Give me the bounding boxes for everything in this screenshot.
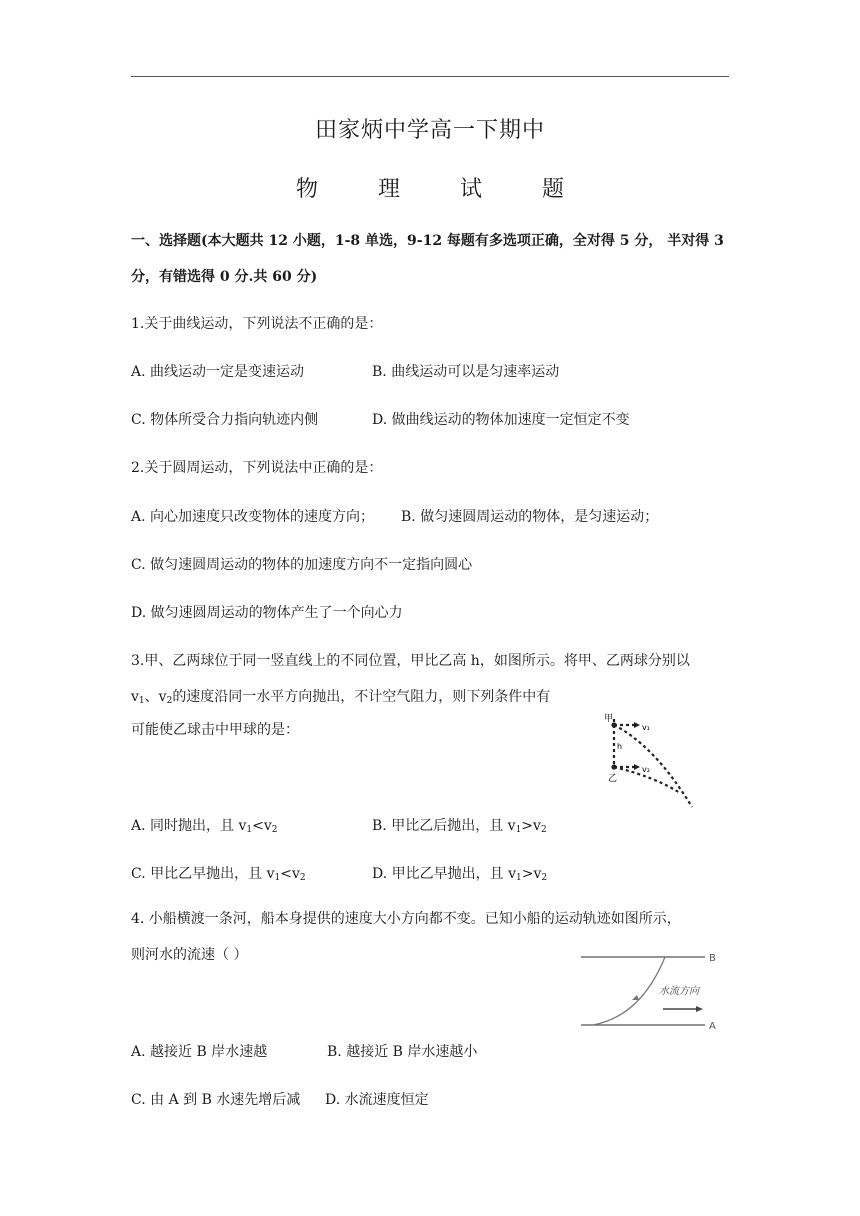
q4-stem-line2: 则河水的流速（ ） xyxy=(131,947,248,963)
q2-option-d: D. 做匀速圆周运动的物体产生了一个向心力 xyxy=(131,605,403,621)
q3-stem-line3: 可能使乙球击中甲球的是： xyxy=(131,722,299,738)
subject-title xyxy=(0,172,860,203)
jia-trajectory xyxy=(614,725,692,807)
q2-option-a: A. 向心加速度只改变物体的速度方向； xyxy=(131,509,375,525)
q3-stem-line1: 3.甲、乙两球位于同一竖直线上的不同位置，甲比乙高 h，如图所示。将甲、乙两球分别以 xyxy=(131,653,690,669)
subject-char: 物 xyxy=(295,177,318,202)
q3-option-a: A. 同时抛出，且 $v_1<v_2$ xyxy=(131,818,278,835)
q4-option-c: C. 由 A 到 B 水速先增后减 xyxy=(131,1092,301,1108)
subject-char: 题 xyxy=(542,177,565,202)
q1-option-a: A. 曲线运动一定是变速运动 xyxy=(131,364,305,380)
flow-arrow-head xyxy=(696,1006,703,1012)
label-yi: 乙 xyxy=(608,774,618,784)
q3-figure xyxy=(600,711,700,811)
flow-label: 水流方向 xyxy=(659,986,699,997)
label-h: h xyxy=(617,742,623,751)
section-heading-line1: 一、选择题(本大题共 12 小题，1-8 单选，9-12 每题有多选项正确，全对得 5 分， 半对得 3 xyxy=(131,233,724,249)
q4-figure xyxy=(579,948,724,1033)
label-b: B xyxy=(709,953,716,964)
label-v2: v₂ xyxy=(642,765,650,774)
section-heading-line2: 分，有错选得 0 分.共 60 分) xyxy=(131,269,318,285)
q4-option-a: A. 越接近 B 岸水速越 xyxy=(131,1044,268,1060)
school-title: 田家炳中学高一下期中 xyxy=(314,118,545,143)
boat-trajectory xyxy=(593,957,665,1025)
subject-char: 试 xyxy=(460,177,483,202)
q1-option-b: B. 曲线运动可以是匀速率运动 xyxy=(372,364,560,380)
label-v1: v₁ xyxy=(642,723,650,732)
label-a: A xyxy=(709,1021,716,1032)
q1-option-d: D. 做曲线运动的物体加速度一定恒定不变 xyxy=(372,412,630,428)
header-rule xyxy=(131,76,729,77)
subject-char: 理 xyxy=(377,177,400,202)
q2-option-b: B. 做匀速圆周运动的物体，是匀速运动； xyxy=(401,509,659,525)
q2-stem: 2.关于圆周运动，下列说法中正确的是： xyxy=(131,460,383,476)
q1-option-c: C. 物体所受合力指向轨迹内侧 xyxy=(131,412,319,428)
q1-stem: 1.关于曲线运动，下列说法不正确的是： xyxy=(131,316,383,332)
label-jia: 甲 xyxy=(604,714,614,724)
q4-option-b: B. 越接近 B 岸水速越小 xyxy=(327,1044,478,1060)
q3-option-b: B. 甲比乙后抛出，且 $v_1>v_2$ xyxy=(372,818,547,835)
q3-stem-line2: $v_1$、$v_2$的速度沿同一水平方向抛出，不计空气阻力，则下列条件中有 xyxy=(131,689,551,706)
q2-option-c: C. 做匀速圆周运动的物体的加速度方向不一定指向圆心 xyxy=(131,557,473,573)
q4-stem-line1: 4. 小船横渡一条河，船本身提供的速度大小方向都不变。已知小船的运动轨迹如图所示， xyxy=(131,911,681,927)
q3-option-d: D. 甲比乙早抛出，且 $v_1>v_2$ xyxy=(372,866,548,883)
q4-option-d: D. 水流速度恒定 xyxy=(325,1092,429,1108)
q3-option-c: C. 甲比乙早抛出，且 $v_1<v_2$ xyxy=(131,866,306,883)
